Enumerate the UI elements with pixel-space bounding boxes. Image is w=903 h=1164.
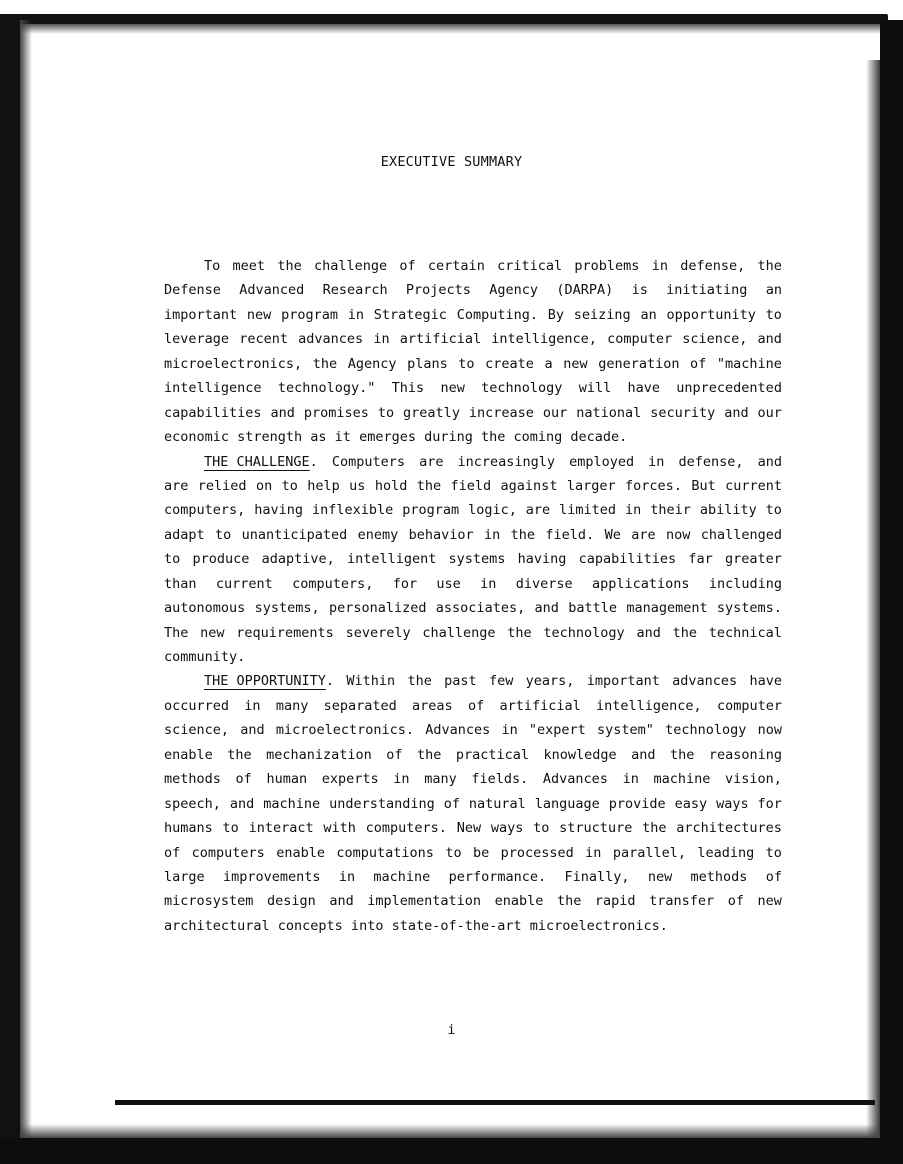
line-text: economic strength as it emerges during the coming decade. xyxy=(164,429,628,446)
word: including xyxy=(708,575,782,592)
heading-word: THE CHALLENGE. xyxy=(204,450,318,474)
word: national xyxy=(576,404,642,421)
word: have xyxy=(627,380,660,397)
word: inflexible xyxy=(311,502,394,519)
word: computers. xyxy=(365,820,447,837)
word: science, xyxy=(682,331,748,348)
word: easy xyxy=(674,795,708,812)
section-heading: THE CHALLENGE xyxy=(204,453,310,470)
word: past xyxy=(444,673,477,690)
text-line xyxy=(164,303,782,327)
word: against xyxy=(500,477,558,494)
word: the xyxy=(672,624,697,641)
word: to xyxy=(765,844,782,861)
word: new xyxy=(440,380,465,397)
word: with xyxy=(323,820,356,837)
word: in xyxy=(347,306,365,323)
line-text: architectural concepts into state-of-the-art microelectronics. xyxy=(164,917,668,934)
text-line xyxy=(164,254,782,278)
text-line xyxy=(164,450,782,474)
text-line xyxy=(164,889,782,913)
word: computers xyxy=(191,844,265,861)
word: "expert xyxy=(528,722,586,739)
word: in xyxy=(244,697,261,714)
word: to xyxy=(164,551,181,568)
word: forces. xyxy=(625,477,682,494)
word: an xyxy=(765,282,782,299)
text-line xyxy=(164,767,782,791)
word: systems xyxy=(448,551,506,568)
word: opportunity xyxy=(666,306,756,323)
word: enable xyxy=(164,746,213,763)
word: separated xyxy=(323,697,397,714)
word: employed xyxy=(569,453,635,470)
text-line xyxy=(164,327,782,351)
word: practical xyxy=(455,746,529,763)
word: rapid xyxy=(594,893,636,910)
word: to xyxy=(765,306,782,323)
word: leverage xyxy=(164,331,230,348)
word: and xyxy=(636,624,661,641)
word: microsystem xyxy=(164,893,254,910)
word: new xyxy=(757,893,782,910)
word: now xyxy=(665,526,691,543)
word: in xyxy=(501,722,518,739)
word: field xyxy=(450,477,492,494)
word: in xyxy=(484,526,501,543)
word: of xyxy=(765,868,782,885)
word: larger xyxy=(566,477,616,494)
word: technology xyxy=(543,624,625,641)
word: produce xyxy=(192,551,250,568)
word: hold xyxy=(374,477,408,494)
word: many xyxy=(424,771,457,788)
word: implementation xyxy=(367,893,482,910)
word: in xyxy=(625,502,642,519)
word: language xyxy=(534,795,600,812)
word: to xyxy=(765,502,782,519)
word: of xyxy=(164,844,181,861)
word: program xyxy=(281,306,338,323)
word: have xyxy=(749,673,782,690)
word: in xyxy=(338,868,356,885)
word: challenge xyxy=(313,258,388,274)
word: requirements xyxy=(236,624,334,641)
word: capabilities xyxy=(578,551,677,568)
word: Research xyxy=(322,282,388,299)
word: science, xyxy=(164,722,230,739)
word: new xyxy=(246,306,272,323)
word: is xyxy=(631,282,648,299)
scan-shadow-right xyxy=(866,60,880,1140)
word: in xyxy=(585,844,602,861)
word: severely xyxy=(345,624,411,641)
word: recent xyxy=(239,331,288,348)
word: transfer xyxy=(649,893,715,910)
word: fields. xyxy=(471,771,529,788)
word: increase xyxy=(468,404,534,421)
word: computer xyxy=(607,331,673,348)
word: and xyxy=(329,893,354,910)
word: problems xyxy=(574,258,640,274)
scan-shadow-bottom xyxy=(20,1124,880,1138)
word: will xyxy=(578,380,612,397)
word: machine xyxy=(263,795,321,812)
word: our xyxy=(757,404,782,421)
word: intelligence xyxy=(164,380,262,397)
word: management xyxy=(626,600,708,617)
word: current xyxy=(215,575,273,592)
text-line xyxy=(164,523,782,547)
page-title: EXECUTIVE SUMMARY xyxy=(380,154,523,170)
word: humans xyxy=(164,820,213,837)
word: advances xyxy=(298,331,364,348)
text-line xyxy=(164,498,782,522)
word: methods xyxy=(690,868,748,885)
word: Agency xyxy=(347,355,397,372)
word: are xyxy=(419,453,444,470)
word: and xyxy=(757,331,782,348)
word: in xyxy=(480,575,497,592)
word: greater xyxy=(724,551,782,568)
word: processed xyxy=(500,844,574,861)
word: far xyxy=(688,551,713,568)
word: Agency xyxy=(489,282,539,299)
text-line xyxy=(164,401,782,425)
word: Advanced xyxy=(239,282,305,299)
word: improvements xyxy=(222,868,321,885)
word: Projects xyxy=(405,282,471,299)
word: We xyxy=(604,526,621,543)
text-line xyxy=(164,718,782,742)
word: But xyxy=(691,477,716,494)
word: parallel, xyxy=(612,844,686,861)
word: Computers xyxy=(331,453,406,470)
word: program xyxy=(402,502,460,519)
word: the xyxy=(227,746,252,763)
word: computations xyxy=(336,844,434,861)
text-line xyxy=(164,352,782,376)
word: promises xyxy=(303,404,369,421)
word: greatly xyxy=(403,404,460,421)
scan-shadow-top xyxy=(18,24,888,34)
word: seizing xyxy=(573,306,631,323)
word: for xyxy=(392,575,418,592)
word: defense, xyxy=(680,258,746,274)
word: to xyxy=(458,355,475,372)
word: having xyxy=(254,502,304,519)
word: adapt xyxy=(164,526,205,543)
word: challenged xyxy=(700,526,782,543)
word: and xyxy=(270,404,295,421)
word: limited xyxy=(559,502,617,519)
word: behavior xyxy=(408,526,474,543)
word: now xyxy=(757,722,782,739)
word: experts xyxy=(321,771,379,788)
scan-border-bottom xyxy=(0,1138,903,1164)
word: systems. xyxy=(716,600,782,617)
word: artificial xyxy=(499,697,581,714)
word: to xyxy=(377,404,395,421)
word: to xyxy=(281,477,298,494)
text-line xyxy=(164,376,782,400)
word: artificial xyxy=(399,331,482,348)
text-line xyxy=(164,645,782,669)
text-line xyxy=(164,816,782,840)
word: important xyxy=(164,306,238,323)
word: ways xyxy=(490,820,524,837)
word: the xyxy=(407,673,432,690)
word: computers, xyxy=(164,502,246,519)
word: microelectronics. xyxy=(275,722,414,739)
word: increasingly xyxy=(457,453,556,470)
word: logic, xyxy=(468,502,517,519)
text-line xyxy=(164,792,782,816)
word: speech, xyxy=(164,795,221,812)
word: us xyxy=(349,477,366,494)
word: Within xyxy=(346,673,396,690)
word: provide xyxy=(608,795,666,812)
word: defense, xyxy=(678,453,744,470)
word: technical xyxy=(708,624,782,641)
word: Computing. xyxy=(456,306,538,323)
text-line xyxy=(164,669,782,693)
word: in xyxy=(622,771,639,788)
word: ways xyxy=(716,795,749,812)
word: technology xyxy=(481,380,563,397)
text-line xyxy=(164,914,782,938)
word: computer xyxy=(716,697,782,714)
word: their xyxy=(650,502,691,519)
word: on xyxy=(255,477,273,494)
word: new xyxy=(200,624,225,641)
word: having xyxy=(517,551,567,568)
word: the xyxy=(277,258,302,274)
word: in xyxy=(648,453,665,470)
word: diverse xyxy=(515,575,573,592)
word: (DARPA) xyxy=(556,282,614,299)
word: of xyxy=(386,746,403,763)
word: the xyxy=(416,746,442,763)
word: plans xyxy=(407,355,448,372)
text-line xyxy=(164,865,782,889)
word: in xyxy=(373,331,390,348)
word: unanticipated xyxy=(241,526,348,543)
word: and xyxy=(724,404,749,421)
scan-border-top xyxy=(18,14,888,24)
word: relied xyxy=(197,477,247,494)
word: meet xyxy=(232,258,266,274)
word: and xyxy=(240,722,265,739)
word: security xyxy=(650,404,716,421)
text-line xyxy=(164,425,782,449)
word: applications xyxy=(591,575,690,592)
word: new xyxy=(563,355,588,372)
text-line xyxy=(164,743,782,767)
scan-border-right xyxy=(880,20,903,1160)
section-heading: THE OPPORTUNITY xyxy=(204,673,326,690)
word: few xyxy=(488,673,514,690)
scan-shadow-left xyxy=(20,20,32,1150)
word: and xyxy=(631,746,656,763)
word: The xyxy=(164,624,189,641)
word: generation xyxy=(598,355,680,372)
word: of xyxy=(690,355,707,372)
word: methods xyxy=(164,771,221,788)
word: the xyxy=(416,477,442,494)
word: help xyxy=(307,477,340,494)
word: Finally, xyxy=(564,868,630,885)
page-number: i xyxy=(447,1022,456,1038)
word: to xyxy=(533,820,550,837)
text-line xyxy=(164,474,782,498)
word: our xyxy=(542,404,568,421)
text-line xyxy=(164,572,782,596)
word: critical xyxy=(497,258,563,274)
word: large xyxy=(164,868,205,885)
word: intelligence, xyxy=(596,697,702,714)
word: many xyxy=(275,697,309,714)
word: of xyxy=(467,697,485,714)
body-text xyxy=(164,254,782,938)
word: adaptive, xyxy=(261,551,335,568)
word: advances xyxy=(672,673,738,690)
word: microelectronics, xyxy=(164,355,303,372)
scan-border-left xyxy=(0,14,20,1154)
text-line xyxy=(164,841,782,865)
word: autonomous xyxy=(164,600,246,617)
word: of xyxy=(399,258,416,274)
word: architectures xyxy=(676,820,782,837)
word: years, xyxy=(525,673,575,690)
word: battle xyxy=(568,600,617,617)
word: an xyxy=(640,306,657,323)
word: performance. xyxy=(448,868,547,885)
word: structure xyxy=(559,820,633,837)
word: certain xyxy=(427,258,485,274)
word: Defense xyxy=(164,282,221,299)
word: in xyxy=(393,771,410,788)
word: associates, xyxy=(435,600,526,617)
word: create xyxy=(485,355,534,372)
word: of xyxy=(727,893,744,910)
word: initiating xyxy=(666,282,748,299)
word: the xyxy=(642,820,667,837)
word: machine xyxy=(373,868,431,885)
text-line xyxy=(164,278,782,302)
word: challenge xyxy=(422,624,496,641)
word: New xyxy=(456,820,482,837)
word: the xyxy=(669,746,695,763)
word: important xyxy=(586,673,660,690)
word: mechanization xyxy=(266,746,372,763)
word: ability xyxy=(699,502,757,519)
word: the xyxy=(510,526,536,543)
word: unprecedented xyxy=(676,380,782,397)
word: are xyxy=(631,526,656,543)
word: to xyxy=(215,526,232,543)
word: the xyxy=(556,893,582,910)
word: are xyxy=(164,477,189,494)
word: current xyxy=(725,477,782,494)
word: technology." xyxy=(277,380,376,397)
word: occurred xyxy=(164,697,230,714)
word: machine xyxy=(653,771,711,788)
word: to xyxy=(222,820,239,837)
word: systems, xyxy=(254,600,320,617)
word: computers, xyxy=(292,575,374,592)
text-line xyxy=(164,596,782,620)
word: are xyxy=(525,502,551,519)
text-line xyxy=(164,621,782,645)
word: knowledge xyxy=(543,746,617,763)
word: This xyxy=(391,380,425,397)
word: understanding xyxy=(329,795,435,812)
word: natural xyxy=(468,795,526,812)
line-text: community. xyxy=(164,649,246,665)
word: interact xyxy=(248,820,314,837)
word: Advances xyxy=(425,722,491,739)
word: Advances xyxy=(542,771,608,788)
word: system" xyxy=(597,722,654,739)
word: than xyxy=(164,575,197,592)
word: use xyxy=(436,575,461,592)
word: the xyxy=(507,624,532,641)
heading-word: THE OPPORTUNITY. xyxy=(204,669,334,693)
word: enable xyxy=(494,893,544,910)
word: enemy xyxy=(357,526,399,543)
word: To xyxy=(204,258,221,274)
word: to xyxy=(445,844,462,861)
word: personalized xyxy=(328,600,427,617)
word: of xyxy=(443,795,460,812)
word: enable xyxy=(276,844,325,861)
word: field. xyxy=(545,526,595,543)
word: human xyxy=(266,771,308,788)
word: new xyxy=(647,868,673,885)
word: be xyxy=(472,844,490,861)
word: vision, xyxy=(725,771,782,788)
word: and xyxy=(229,795,255,812)
word: and xyxy=(534,600,559,617)
word: design xyxy=(266,893,316,910)
word: the xyxy=(757,258,782,274)
word: intelligent xyxy=(346,551,437,568)
text-line xyxy=(164,547,782,571)
word: areas xyxy=(412,697,453,714)
text-line xyxy=(164,694,782,718)
word: reasoning xyxy=(708,746,782,763)
word: capabilities xyxy=(164,404,262,421)
word: "machine xyxy=(716,355,782,372)
word: intelligence, xyxy=(491,331,597,348)
word: of xyxy=(235,771,252,788)
word: leading xyxy=(697,844,755,861)
word: for xyxy=(757,795,782,812)
word: Strategic xyxy=(373,306,447,323)
word: technology xyxy=(665,722,747,739)
word: By xyxy=(547,306,565,323)
word: in xyxy=(651,258,668,274)
word: and xyxy=(757,453,782,470)
scan-rule-bottom xyxy=(115,1100,875,1105)
word: a xyxy=(544,355,553,372)
word: the xyxy=(312,355,338,372)
